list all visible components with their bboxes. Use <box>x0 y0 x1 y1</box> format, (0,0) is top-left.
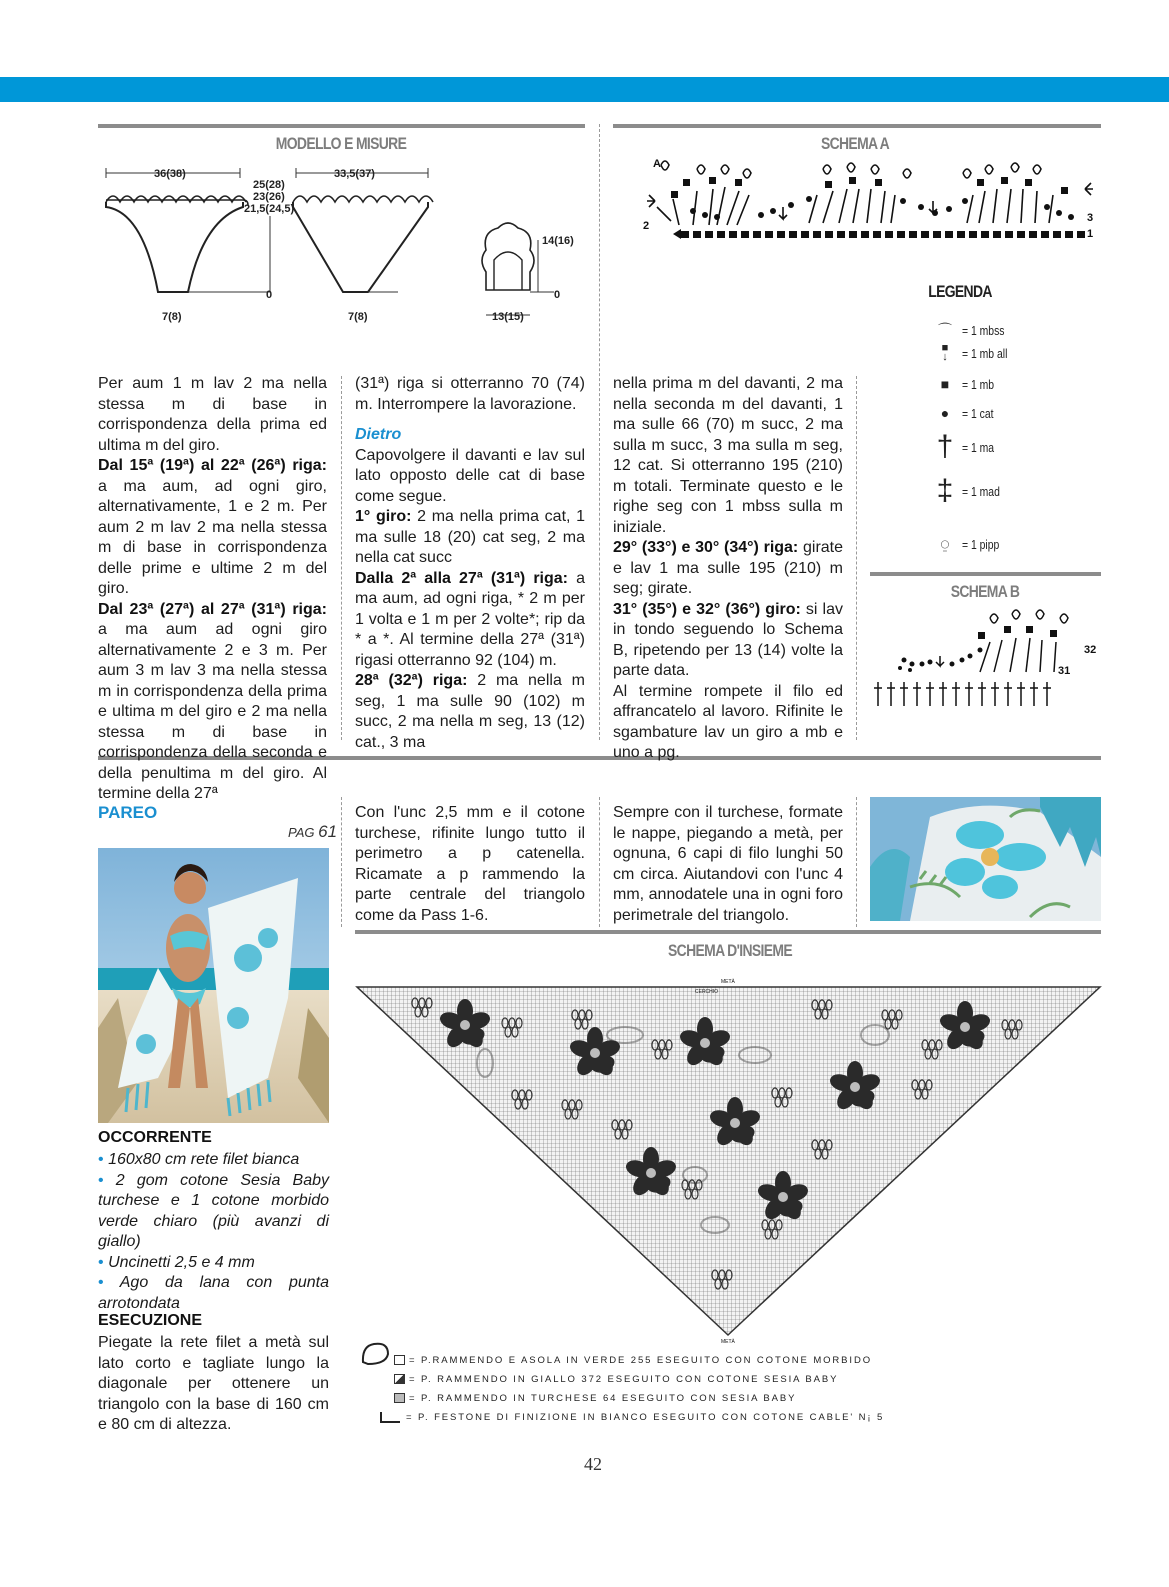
bikini-pattern-diagram <box>98 160 588 330</box>
cross-icon: † <box>936 430 954 463</box>
text-column-1 <box>98 374 327 805</box>
column-separator <box>856 797 857 927</box>
drop-icon: ⍜ <box>940 536 950 552</box>
dim-front-width: 33,5(37) <box>334 168 375 180</box>
page-ref-number: 61 <box>318 822 338 841</box>
list-item: • Ago da lana con punta arrotondata <box>98 1274 329 1312</box>
legend-item-ma: † = 1 ma <box>934 430 1002 464</box>
section-title-legenda: LEGENDA <box>928 282 992 301</box>
paragraph: Capovolgere il davanti e lav sul lato opposto delle cat di base come segue. <box>355 446 585 505</box>
model-photo <box>98 848 329 1123</box>
pareo-column-2: Con l'unc 2,5 mm e il cotone turchese, rifinite lungo tutto il perimetro a p catenella. Ricamate a p rammendo la parte centrale del triangolo come da Pass 1-6. <box>355 804 585 924</box>
divider <box>98 124 585 128</box>
schema-b-row32: 32 <box>1084 644 1097 656</box>
pareo-column-3: Sempre con il turchese, formate le nappe, piegando a metà, per ognuna, 6 capi di filo lunghi 50 cm circa. Aiutandovi con l'unc 4 mm, annodatele una in ogni foro perimetrale del triangolo. <box>613 804 843 924</box>
divider <box>870 572 1101 576</box>
double-cross-icon: ‡ <box>936 474 954 507</box>
dot-icon: ● <box>940 405 950 421</box>
legend-item-pipp: ⍜ = 1 pipp <box>934 536 1009 553</box>
column-separator <box>599 124 600 740</box>
paragraph: 28ª (32ª) riga: 2 ma nella m seg, 1 ma sulle 90 (102) m succ, 2 ma nella m seg, 13 (12) cat., 3 ma <box>355 672 585 751</box>
festone-icon <box>380 1412 400 1423</box>
header-bar <box>0 77 1169 102</box>
paragraph: Dal 15ª (19ª) al 22ª (26ª) riga: a ma aum, ad ogni giro, alternativamente, 1 e 2 m. Per aum 2 m lav 2 ma nella stessa m di base in corrispondenza delle prime e ultime 2 m del giro. <box>98 457 327 597</box>
scallop-edge-icon <box>360 1340 392 1368</box>
dim-back-width: 36(38) <box>154 168 186 180</box>
dim-crotch-back: 7(8) <box>162 311 182 323</box>
legend-item-mb-all: ■ ↓ = 1 mb all <box>934 344 1019 362</box>
paragraph: 29° (33°) e 30° (34°) riga: girate e lav 1 ma sulle 195 (210) m seg; girate. <box>613 539 844 597</box>
dim-zero1: 0 <box>266 289 273 301</box>
schema-a-chart <box>613 155 1101 255</box>
dim-h3: 21,5(24,5) <box>244 203 295 215</box>
page-ref-label: PAG <box>288 825 315 840</box>
list-item: • Uncinetti 2,5 e 4 mm <box>98 1253 255 1271</box>
legend-item-cat: ● = 1 cat <box>934 405 1001 421</box>
dim-crotch-front: 7(8) <box>348 311 368 323</box>
legend-item-mbss: ⌒ = 1 mbss <box>934 320 1015 340</box>
list-item: • 160x80 cm rete filet bianca <box>98 1151 300 1168</box>
paragraph: 1° giro: 2 ma nella prima cat, 1 ma sulle 18 (20) cat seg, 2 ma nella cat succ <box>355 508 586 566</box>
dim-h2: 23(26) <box>253 191 285 203</box>
column-separator <box>341 376 342 740</box>
turquoise-stitch-icon <box>394 1393 405 1403</box>
chart-legend-item: = P. RAMMENDO IN TURCHESE 64 ESEGUITO CON SESIA BABY <box>394 1393 796 1404</box>
section-title-schema-b: SCHEMA B <box>950 582 1020 601</box>
chart-legend-item: = P. RAMMENDO IN GIALLO 372 ESEGUITO CON COTONE SESIA BABY <box>394 1374 838 1385</box>
chart-label-cerchio: CERCHIO <box>695 989 719 995</box>
paragraph: 31° (35°) e 32° (36°) giro: si lav in tondo seguendo lo Schema B, ripetendo per 13 (14) volte la parte data. <box>613 600 843 679</box>
embroidery-photo <box>870 797 1101 921</box>
chart-legend-item: = P. FESTONE DI FINIZIONE IN BIANCO ESEGUITO CON COTONE CABLE' N¡ 5 <box>380 1412 884 1423</box>
green-stitch-icon <box>394 1355 405 1365</box>
paragraph: Dalla 2ª alla 27ª (31ª) riga: a ma aum, ad ogni riga, * 2 m per 1 volta e 1 m per 2 volte*; rip da * a *. Al termine della 27ª (31ª) rigasi otterranno 92 (104) m. <box>355 569 585 669</box>
dim-side-w: 13(15) <box>492 311 524 323</box>
schema-a-start: A <box>653 158 661 170</box>
page-reference <box>288 822 337 842</box>
schema-b-chart <box>870 608 1102 708</box>
paragraph: Per aum 1 m lav 2 ma nella stessa m di base in corrispondenza della prima ed ultima m del giro. <box>98 375 327 454</box>
yellow-stitch-icon <box>394 1374 405 1384</box>
dim-side-h: 14(16) <box>542 235 574 247</box>
schema-a-row2: 2 <box>643 220 650 232</box>
pareo-title: PAREO <box>98 803 158 822</box>
divider <box>355 930 1101 934</box>
square-arrow-icon: ■ ↓ <box>941 342 949 363</box>
schema-a-row1: 1 <box>1087 228 1094 240</box>
schema-a-row3: 3 <box>1087 212 1094 224</box>
column-separator <box>856 376 857 740</box>
column-separator <box>599 797 600 927</box>
paragraph: Dal 23ª (27ª) al 27ª (31ª) riga: a ma aum ad ogni giro alternativamente 2 e 3 m. Per aum 3 m lav 3 ma nella stessa m in corrispondenza della prima e ultima m del giro e 2 ma nella stessa m di base in corrispondenza della seconda e della penultima m del giro. Al termine della 27ª <box>98 600 327 802</box>
section-title-schema-insieme: SCHEMA D'INSIEME <box>668 941 792 960</box>
text-column-2 <box>355 374 585 753</box>
dim-h1: 25(28) <box>253 179 285 191</box>
chart-legend-item: = P.RAMMENDO E ASOLA IN VERDE 255 ESEGUITO CON COTONE MORBIDO <box>394 1355 872 1366</box>
text-column-3 <box>613 374 843 764</box>
list-item: • 2 gom cotone Sesia Baby turchese e 1 cotone morbido verde chiaro (più avanzi di giallo) <box>98 1171 329 1250</box>
paragraph: nella prima m del davanti, 2 ma nella seconda m del davanti, 1 ma sulle 66 (70) m succ, 2 ma sulla m succ, 3 ma sulla m seg, 12 cat. Si otterranno 195 (210) m totali. Terminate questo e le righe seg con 1 mbss sulla m iniziale. <box>613 375 843 536</box>
divider <box>613 124 1101 128</box>
paragraph: (31ª) riga si otterranno 70 (74) m. Interrompere la lavorazione. <box>355 375 585 413</box>
page-number: 42 <box>584 1454 602 1474</box>
subheading-dietro: Dietro <box>355 426 402 443</box>
section-title-schema-a: SCHEMA A <box>820 134 890 153</box>
occorrente-title: OCCORRENTE <box>98 1129 212 1146</box>
square-icon: ■ <box>940 376 950 392</box>
arc-icon: ⌒ <box>938 322 952 338</box>
legend-item-mb: ■ = 1 mb <box>934 376 1002 392</box>
paragraph: Al termine rompete il filo ed affrancatelo al lavoro. Rifinite le sgambature lav un giro a mb e uno a pg. <box>613 682 843 761</box>
materials-list <box>98 1150 329 1314</box>
chart-label-meta: METÀ <box>721 979 735 985</box>
dim-zero2: 0 <box>554 289 561 301</box>
esecuzione-title: ESECUZIONE <box>98 1312 203 1329</box>
schema-b-row31: 31 <box>1058 665 1071 677</box>
legend-item-mad: ‡ = 1 mad <box>934 474 1009 508</box>
schema-insieme-chart <box>355 975 1103 1347</box>
column-separator <box>341 797 342 927</box>
esecuzione-text: Piegate la rete filet a metà sul lato corto e tagliate lungo la diagonale per ottenere un triangolo con la base di 160 cm e 80 cm di altezza. <box>98 1334 329 1433</box>
chart-label-meta-bottom: METÀ <box>721 1339 735 1345</box>
section-title-modello: MODELLO E MISURE <box>275 134 407 153</box>
